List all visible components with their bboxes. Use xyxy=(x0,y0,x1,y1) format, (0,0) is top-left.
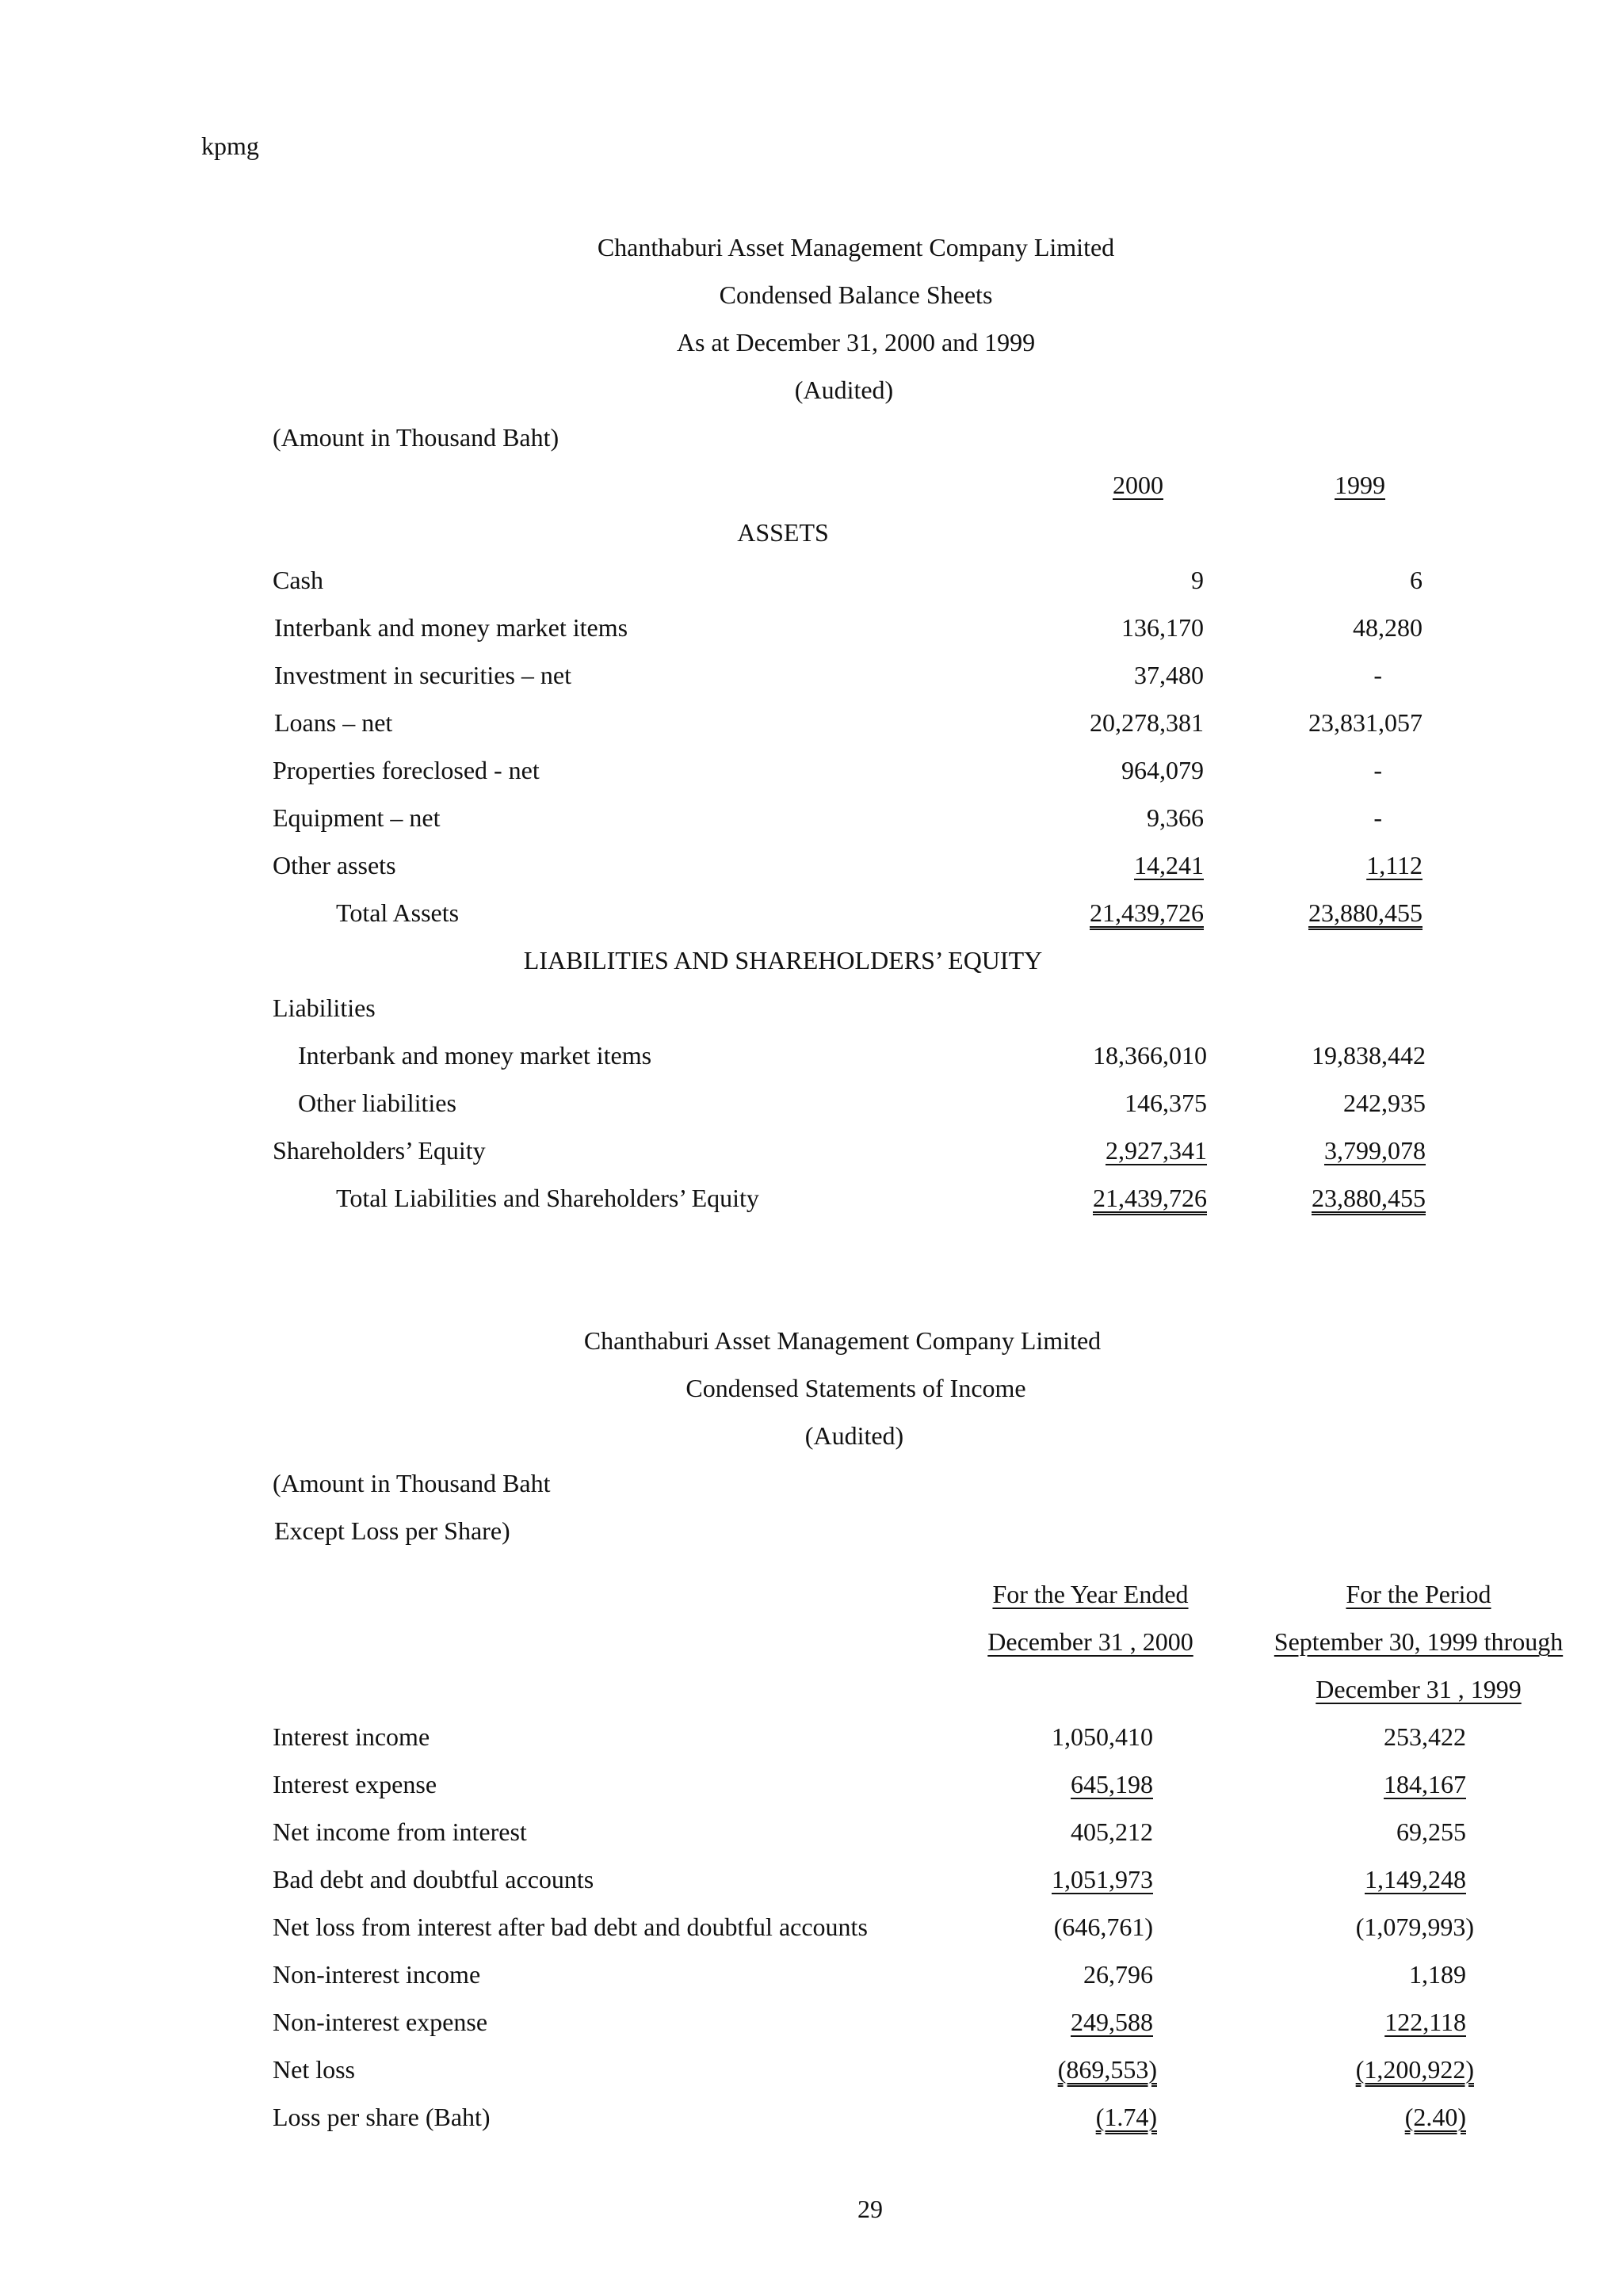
row-label: Equipment – net xyxy=(273,803,441,832)
row-label: Non-interest income xyxy=(273,1960,481,1989)
value-2000: (869,553) xyxy=(1057,2055,1157,2084)
bs-assets-heading: ASSETS xyxy=(737,518,829,547)
value-2000: (646,761) xyxy=(1053,1913,1153,1941)
value-1999: - xyxy=(1373,661,1382,689)
is-col1-header-line1: For the Year Ended xyxy=(992,1580,1189,1608)
row-label: Properties foreclosed - net xyxy=(273,756,540,784)
is-unit-note-1: (Amount in Thousand Baht xyxy=(273,1469,551,1497)
value-1999: 23,880,455 xyxy=(1312,1184,1426,1212)
value-1999: 1,189 xyxy=(1409,1960,1466,1989)
value-2000: 645,198 xyxy=(1071,1770,1153,1798)
kpmg-logo-text: kpmg xyxy=(201,132,259,160)
value-2000: 146,375 xyxy=(1125,1089,1207,1117)
value-1999: 253,422 xyxy=(1384,1722,1466,1751)
bs-company-name: Chanthaburi Asset Management Company Limited xyxy=(597,233,1115,261)
row-label: Loans – net xyxy=(274,708,393,737)
is-col2-header-line2: September 30, 1999 through xyxy=(1274,1627,1564,1656)
value-2000: 37,480 xyxy=(1134,661,1204,689)
value-1999: 184,167 xyxy=(1384,1770,1466,1798)
value-1999: 6 xyxy=(1410,566,1423,594)
row-label: Interbank and money market items xyxy=(274,613,628,642)
value-2000: 14,241 xyxy=(1134,851,1204,879)
value-2000: 1,051,973 xyxy=(1052,1865,1153,1894)
value-1999: - xyxy=(1373,756,1382,784)
row-label: Interest expense xyxy=(273,1770,437,1798)
row-label: Interbank and money market items xyxy=(298,1041,652,1070)
row-label: Total Assets xyxy=(336,898,460,927)
is-col2-header-line1: For the Period xyxy=(1346,1580,1491,1608)
value-1999: 23,831,057 xyxy=(1308,708,1423,737)
is-unit-note-2: Except Loss per Share) xyxy=(274,1516,510,1545)
row-label: Shareholders’ Equity xyxy=(273,1136,486,1165)
bs-title: Condensed Balance Sheets xyxy=(719,280,993,309)
value-1999: 3,799,078 xyxy=(1324,1136,1426,1165)
value-2000: 18,366,010 xyxy=(1093,1041,1207,1070)
bs-date-line: As at December 31, 2000 and 1999 xyxy=(676,328,1036,357)
is-title: Condensed Statements of Income xyxy=(685,1374,1026,1402)
row-label: Other liabilities xyxy=(298,1089,456,1117)
bs-col-2000: 2000 xyxy=(1113,471,1163,499)
bs-col-1999: 1999 xyxy=(1335,471,1385,499)
value-1999: 1,112 xyxy=(1366,851,1423,879)
value-1999: 242,935 xyxy=(1343,1089,1426,1117)
row-label: Interest income xyxy=(273,1722,430,1751)
value-1999: (1,200,922) xyxy=(1355,2055,1474,2084)
value-1999: 48,280 xyxy=(1353,613,1423,642)
value-1999: 19,838,442 xyxy=(1312,1041,1426,1070)
value-1999: 1,149,248 xyxy=(1365,1865,1466,1894)
value-2000: 20,278,381 xyxy=(1090,708,1204,737)
is-company-name: Chanthaburi Asset Management Company Limited xyxy=(583,1326,1102,1355)
row-label: Bad debt and doubtful accounts xyxy=(273,1865,594,1894)
page-number: 29 xyxy=(857,2195,883,2223)
value-2000: 249,588 xyxy=(1071,2008,1153,2036)
value-2000: 21,439,726 xyxy=(1090,898,1204,927)
value-1999: 122,118 xyxy=(1384,2008,1466,2036)
value-1999: 23,880,455 xyxy=(1308,898,1423,927)
value-1999: (1,079,993) xyxy=(1355,1913,1474,1941)
value-1999: (2.40) xyxy=(1404,2103,1466,2131)
is-col1-header-line2: December 31 , 2000 xyxy=(987,1627,1193,1656)
value-1999: 69,255 xyxy=(1396,1817,1466,1846)
bs-liabilities-label: Liabilities xyxy=(273,994,376,1022)
row-label: Other assets xyxy=(273,851,396,879)
value-2000: 136,170 xyxy=(1121,613,1204,642)
row-label: Total Liabilities and Shareholders’ Equity xyxy=(336,1184,759,1212)
bs-liabilities-heading: LIABILITIES AND SHAREHOLDERS’ EQUITY xyxy=(523,946,1043,974)
value-2000: 21,439,726 xyxy=(1093,1184,1207,1212)
value-2000: 26,796 xyxy=(1083,1960,1153,1989)
row-label: Non-interest expense xyxy=(273,2008,488,2036)
value-1999: - xyxy=(1373,803,1382,832)
value-2000: 9 xyxy=(1191,566,1204,594)
row-label: Loss per share (Baht) xyxy=(273,2103,491,2131)
value-2000: 2,927,341 xyxy=(1106,1136,1207,1165)
value-2000: (1.74) xyxy=(1095,2103,1157,2131)
bs-unit-note: (Amount in Thousand Baht) xyxy=(273,423,559,452)
row-label: Cash xyxy=(273,566,323,594)
value-2000: 1,050,410 xyxy=(1052,1722,1153,1751)
row-label: Net income from interest xyxy=(273,1817,527,1846)
value-2000: 964,079 xyxy=(1121,756,1204,784)
is-col2-header-line3: December 31 , 1999 xyxy=(1316,1675,1522,1703)
row-label: Investment in securities – net xyxy=(274,661,572,689)
is-audited: (Audited) xyxy=(804,1421,904,1450)
bs-audited: (Audited) xyxy=(794,376,894,404)
value-2000: 9,366 xyxy=(1147,803,1204,832)
value-2000: 405,212 xyxy=(1071,1817,1153,1846)
row-label: Net loss from interest after bad debt and doubtful accounts xyxy=(273,1913,868,1941)
row-label: Net loss xyxy=(273,2055,355,2084)
